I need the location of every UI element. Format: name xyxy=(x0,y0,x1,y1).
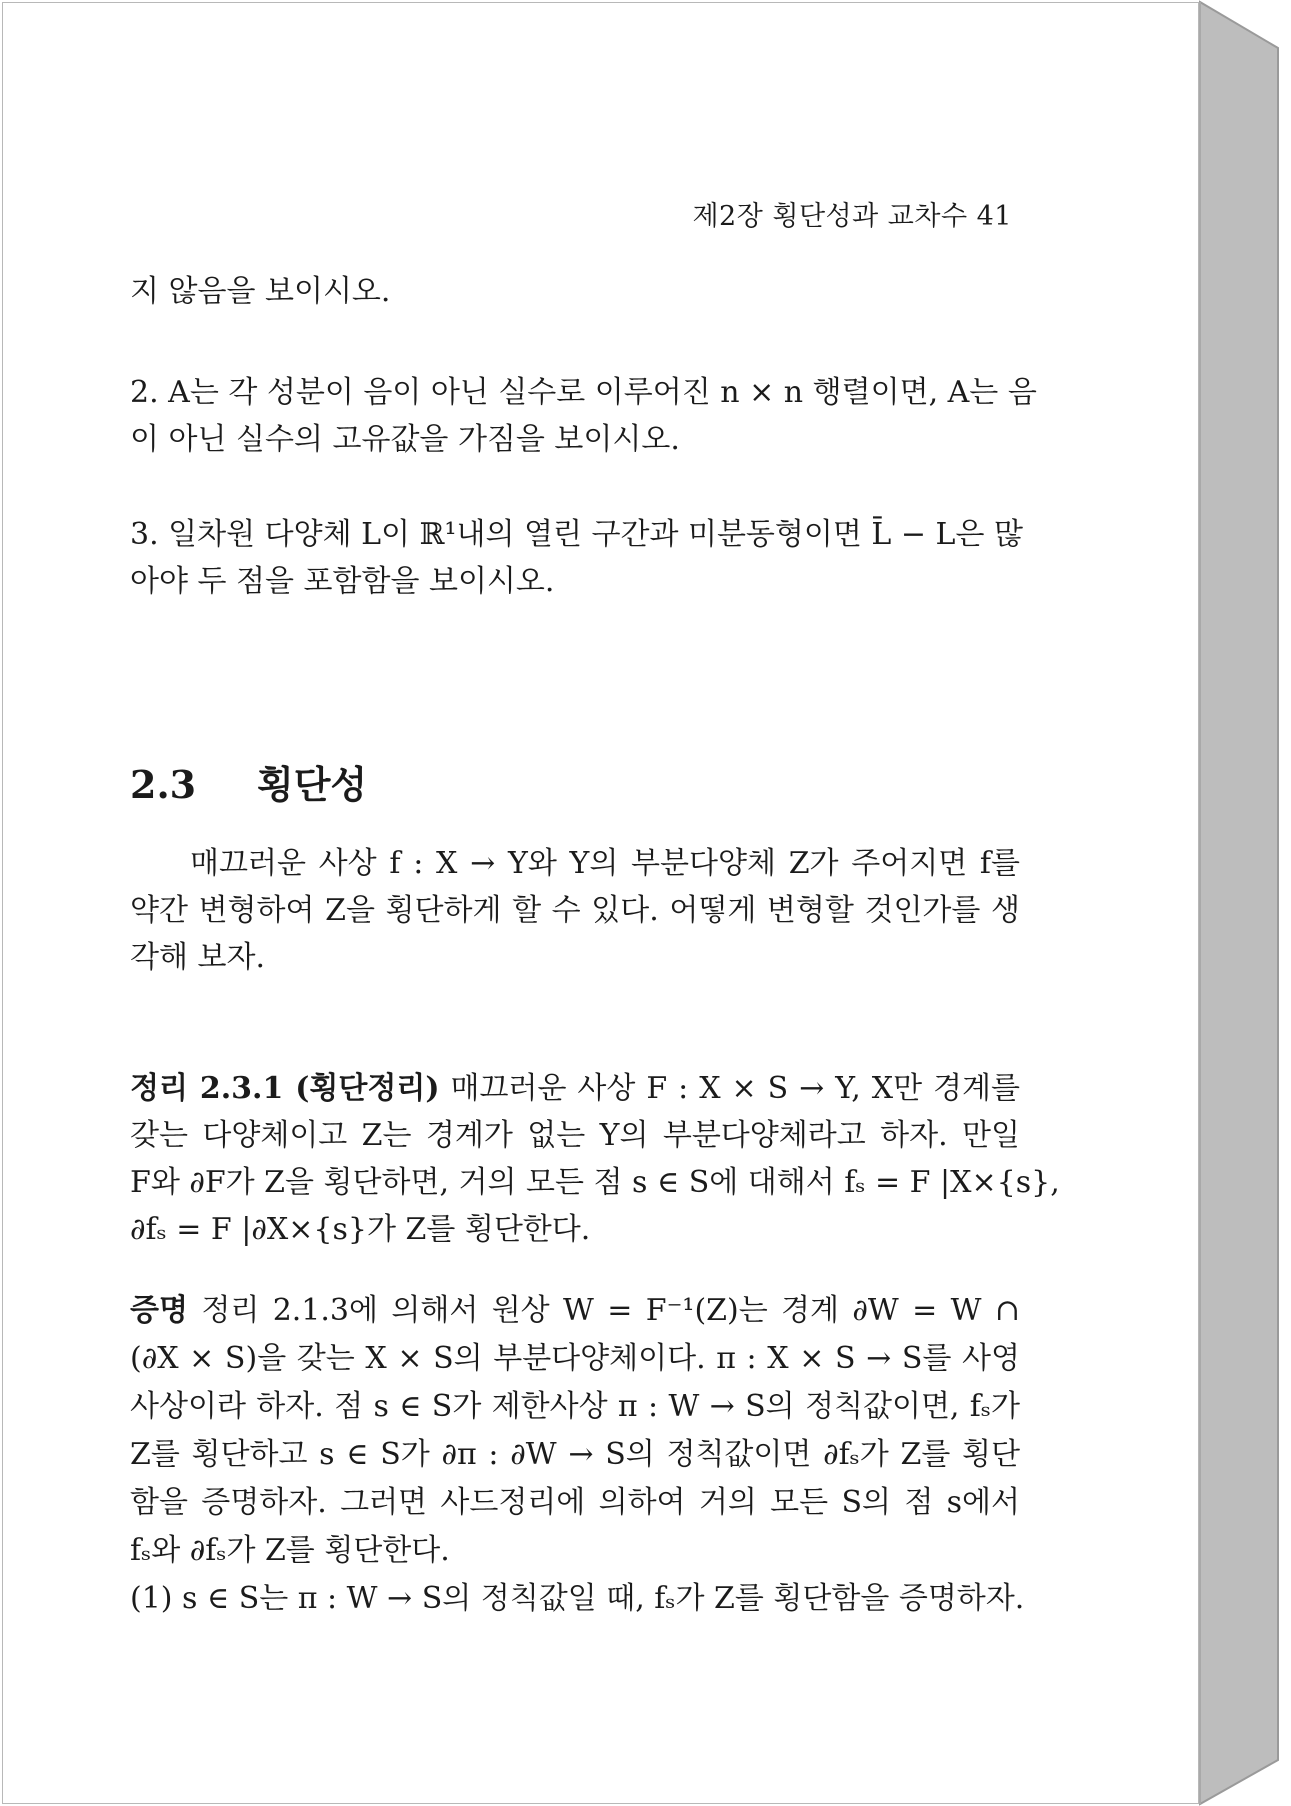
text-line xyxy=(130,1065,1020,1112)
theorem-block xyxy=(130,1065,1060,1253)
text-line xyxy=(130,1287,1020,1335)
running-header: 제2장 횡단성과 교차수 41 xyxy=(692,201,1012,232)
text-line: 약간 변형하여 Z을 횡단하게 할 수 있다. 어떻게 변형할 것인가를 생 xyxy=(130,893,1020,928)
text-line: 매끄러운 사상 f : X → Y와 Y의 부분다양체 Z가 주어지면 f를 xyxy=(190,846,1020,881)
section-heading xyxy=(130,754,367,809)
text-line: 이 아닌 실수의 고유값을 가짐을 보이시오. xyxy=(130,422,680,457)
text-line: 3. 일차원 다양체 L이 ℝ¹내의 열린 구간과 미분동형이면 L̄ − L은 많 xyxy=(130,517,1023,552)
text-line: 2. A는 각 성분이 음이 아닌 실수로 이루어진 n × n 행렬이면, A는 음 xyxy=(130,375,1037,410)
text-line: (1) s ∈ S는 π : W → S의 정칙값일 때, fₛ가 Z를 횡단함을 증명하자. xyxy=(130,1581,1025,1616)
text-line: 각해 보자. xyxy=(130,940,265,975)
text-line: fₛ와 ∂fₛ가 Z를 횡단한다. xyxy=(130,1533,450,1568)
proof-label: 증명 xyxy=(130,1293,188,1328)
section-title: 횡단성 xyxy=(257,762,368,807)
text-line: ∂fₛ = F |∂X×{s}가 Z를 횡단한다. xyxy=(130,1212,591,1247)
section-number: 2.3 xyxy=(130,762,197,807)
continuation-text xyxy=(130,268,1020,315)
theorem-text: 매끄러운 사상 F : X × S → Y, X만 경계를 xyxy=(439,1071,1020,1106)
text-line: 아야 두 점을 포함함을 보이시오. xyxy=(130,564,555,599)
text-line: 지 않음을 보이시오. xyxy=(130,274,391,309)
proof-text: 정리 2.1.3에 의해서 원상 W = F⁻¹(Z)는 경계 ∂W = W ∩ xyxy=(187,1293,1020,1328)
text-line: 사상이라 하자. 점 s ∈ S가 제한사상 π : W → S의 정칙값이면, fₛ가 xyxy=(130,1389,1020,1424)
text-line: (∂X × S)을 갖는 X × S의 부분다양체이다. π : X × S → S를 사영 xyxy=(130,1341,1020,1376)
theorem-label: 정리 2.3.1 (횡단정리) xyxy=(130,1071,440,1106)
text-line: 갖는 다양체이고 Z는 경계가 없는 Y의 부분다양체라고 하자. 만일 xyxy=(130,1118,1020,1153)
text-line: 함을 증명하자. 그러면 사드정리에 의하여 거의 모든 S의 점 s에서 xyxy=(130,1485,1020,1520)
text-line: F와 ∂F가 Z을 횡단하면, 거의 모든 점 s ∈ S에 대해서 fₛ = F |X×{s}, xyxy=(130,1165,1060,1200)
exercise-2 xyxy=(130,369,1037,463)
intro-paragraph xyxy=(130,840,1020,981)
exercise-3 xyxy=(130,511,1023,605)
text-line: Z를 횡단하고 s ∈ S가 ∂π : ∂W → S의 정칙값이면 ∂fₛ가 Z를 횡단 xyxy=(130,1437,1020,1472)
proof-block xyxy=(130,1287,1025,1623)
